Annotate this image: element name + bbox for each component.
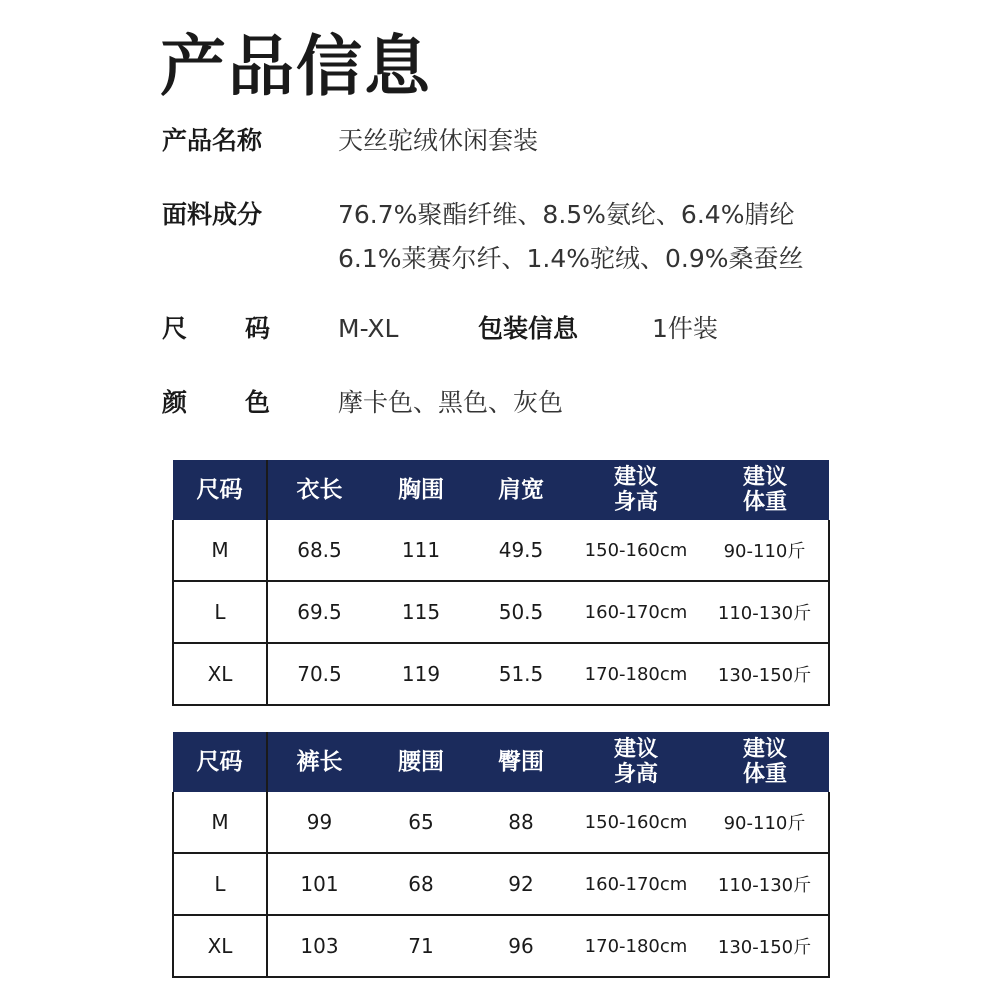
color-value: 摩卡色、黑色、灰色 [338,388,564,417]
table-cell: 65 [371,792,471,853]
header-size: 尺码 [173,732,267,792]
table-cell: 90-110斤 [701,792,829,853]
header-waist: 腰围 [371,732,471,792]
table-cell: 96 [471,915,571,977]
table-row [173,643,829,705]
table-cell: 110-130斤 [701,853,829,915]
table-cell: 150-160cm [571,520,701,581]
table-cell: 130-150斤 [701,643,829,705]
package-label: 包装信息 [478,314,579,343]
size-label-char1: 尺 [162,314,188,343]
table-cell: 170-180cm [571,915,701,977]
table-cell: 92 [471,853,571,915]
table-cell: 90-110斤 [701,520,829,581]
table-cell: 101 [267,853,371,915]
table-cell: 130-150斤 [701,915,829,977]
header-suggested-height [571,732,701,792]
header-hip: 臀围 [471,732,571,792]
table-cell: XL [173,643,267,705]
header-suggested-weight-line1: 建议 [742,737,787,762]
table-cell: 119 [371,643,471,705]
top-size-table [172,460,830,706]
table-cell: 71 [371,915,471,977]
header-suggested-height-line2: 身高 [613,762,658,787]
table-cell: M [173,520,267,581]
header-suggested-height-line2: 身高 [613,490,658,515]
fabric-label: 面料成分 [162,200,263,229]
header-size: 尺码 [173,460,267,520]
table-row [173,581,829,643]
table-cell: 51.5 [471,643,571,705]
color-label-char1: 颜 [162,388,188,417]
size-label [162,312,270,346]
header-suggested-weight-line1: 建议 [742,465,787,490]
header-pants-length: 裤长 [267,732,371,792]
table-cell: 70.5 [267,643,371,705]
header-suggested-height-line1: 建议 [613,465,658,490]
table-cell: M [173,792,267,853]
table-row [173,520,829,581]
product-name-value: 天丝驼绒休闲套装 [338,126,539,155]
table-row [173,915,829,977]
table-row [173,853,829,915]
table-cell: L [173,853,267,915]
table-cell: 150-160cm [571,792,701,853]
header-chest: 胸围 [371,460,471,520]
header-suggested-height [571,460,701,520]
table-cell: 99 [267,792,371,853]
table-cell: 49.5 [471,520,571,581]
header-length: 衣长 [267,460,371,520]
table-cell: 160-170cm [571,853,701,915]
bottom-size-table [172,732,830,978]
header-suggested-height-line1: 建议 [613,737,658,762]
header-suggested-weight [701,732,829,792]
table-cell: 111 [371,520,471,581]
page-title: 产品信息 [160,28,432,105]
header-suggested-weight-line2: 体重 [742,490,787,515]
table-cell: 115 [371,581,471,643]
table-cell: 160-170cm [571,581,701,643]
table-header-row [173,732,829,792]
table-cell: 68.5 [267,520,371,581]
table-cell: L [173,581,267,643]
color-label-char2: 色 [244,388,270,417]
color-label [162,386,270,420]
table-header-row [173,460,829,520]
table-cell: 50.5 [471,581,571,643]
fabric-value-line2: 6.1%莱赛尔纤、1.4%驼绒、0.9%桑蚕丝 [338,244,804,273]
table-cell: 88 [471,792,571,853]
package-value: 1件装 [652,314,718,343]
table-cell: XL [173,915,267,977]
size-value: M-XL [338,314,399,343]
table-cell: 69.5 [267,581,371,643]
header-suggested-weight [701,460,829,520]
table-cell: 170-180cm [571,643,701,705]
header-shoulder: 肩宽 [471,460,571,520]
size-label-char2: 码 [244,314,270,343]
table-cell: 103 [267,915,371,977]
fabric-value-line1: 76.7%聚酯纤维、8.5%氨纶、6.4%腈纶 [338,200,795,229]
header-suggested-weight-line2: 体重 [742,762,787,787]
table-row [173,792,829,853]
product-name-label: 产品名称 [162,126,263,155]
table-cell: 68 [371,853,471,915]
table-cell: 110-130斤 [701,581,829,643]
